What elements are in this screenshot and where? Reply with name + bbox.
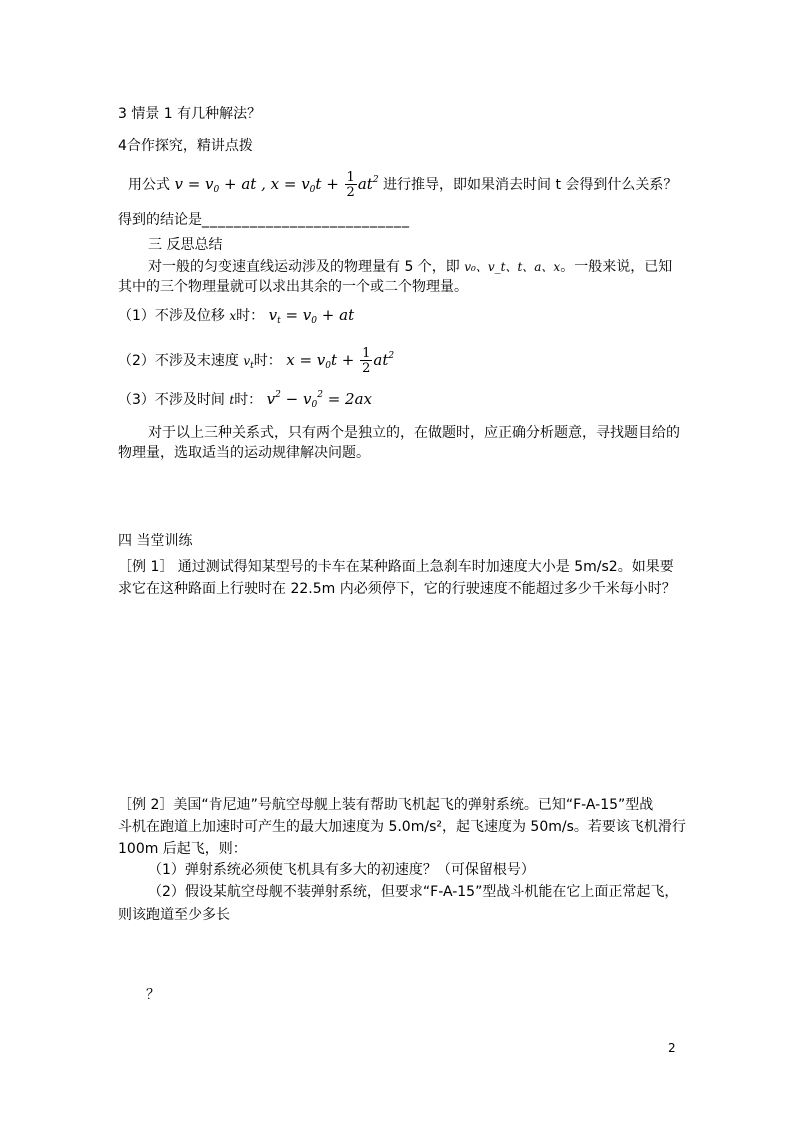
relation-3-label: （3）不涉及时间: [118, 392, 230, 408]
question-3: 3 情景 1 有几种解法？: [118, 106, 262, 122]
relation-3-end: 时：: [234, 392, 263, 408]
section-3-para1-line1: [148, 256, 672, 276]
formula-velocity-time: $v_t = v_0$ + at: [268, 306, 355, 326]
section-3-para1-line2: 其中的三个物理量就可以求出其余的一个或二个物理量。: [118, 279, 468, 295]
relation-1: [118, 305, 354, 326]
example-1-line2: 求它在这种路面上行驶时在 22.5m 内必须停下，它的行驶速度不能超过多少千米每小时？: [118, 581, 676, 597]
section-3-para2-line1: 对于以上三种关系式，只有两个是独立的，在做题时，应正确分析题意，寻找题目给的: [148, 425, 680, 441]
section-4-title: 四 当堂训练: [118, 533, 193, 549]
example-2-line2: 斗机在跑道上加速时可产生的最大加速度为 5.0m/s²，起飞速度为 50m/s。若要该飞机滑行: [118, 819, 686, 835]
relation-2: [118, 338, 394, 374]
example-2-line3: 100m 后起飞，则：: [118, 841, 247, 857]
formula-kinematics: $v = v_0$ + at , $x = v_0t$ + $\frac{1}{2}$ $at^2$: [174, 170, 379, 200]
conclusion-line: [118, 209, 410, 229]
para1-text-end: 。一般来说，已知: [560, 259, 673, 275]
para1-text: 对一般的匀变速直线运动涉及的物理量有 5 个，即: [148, 259, 465, 275]
relation-3-var: t: [229, 393, 235, 407]
conclusion-label: 得到的结论是: [118, 212, 202, 228]
example-2-question-1: （1）弹射系统必须使飞机具有多大的初速度？（可保留根号）: [148, 862, 535, 878]
conclusion-blank: __________________________: [202, 212, 410, 228]
formula-suffix: 进行推导，即如果消去时间 t 会得到什么关系？: [383, 177, 678, 193]
trailing-question-mark: ？: [146, 987, 160, 1003]
example-2-line1: ［例 2］美国“肯尼迪”号航空母舰上装有帮助飞机起飞的弹射系统。已知“F-A-15”型战: [118, 797, 654, 813]
relation-1-label: （1）不涉及位移: [118, 308, 230, 324]
relation-2-label: （2）不涉及末速度: [118, 353, 244, 369]
example-2-question-2-line2: 则该跑道至少多长: [118, 907, 230, 923]
relation-3: [118, 389, 372, 410]
page-number: 2: [668, 1041, 676, 1055]
question-4: 4合作探究，精讲点拨: [118, 138, 253, 154]
formula-prefix: 用公式: [128, 177, 170, 193]
relation-2-end: 时：: [253, 353, 282, 369]
formula-velocity-displacement: $v^2 - v_0^2 = 2ax$: [266, 390, 372, 410]
relation-1-var: x: [229, 309, 237, 323]
section-3-para2-line2: 物理量，选取适当的运动规律解决问题。: [118, 445, 370, 461]
section-3-title: 三 反思总结: [148, 237, 223, 253]
relation-2-var: $v_t$: [243, 354, 254, 371]
formula-line: [128, 162, 677, 198]
relation-1-end: 时：: [236, 308, 265, 324]
example-2-question-2-line1: （2）假设某航空母舰不装弹射系统，但要求“F-A-15”型战斗机能在它上面正常起飞，: [148, 884, 679, 900]
example-1-line1: ［例 1］ 通过测试得知某型号的卡车在某种路面上急刹车时加速度大小是 5m/s2。如果要: [118, 559, 674, 575]
formula-displacement-time: $x = v_0t$ + $\frac{1}{2}$ $at^2$: [286, 346, 395, 376]
para1-vars: v₀、v_t、t、a、x: [464, 260, 561, 274]
